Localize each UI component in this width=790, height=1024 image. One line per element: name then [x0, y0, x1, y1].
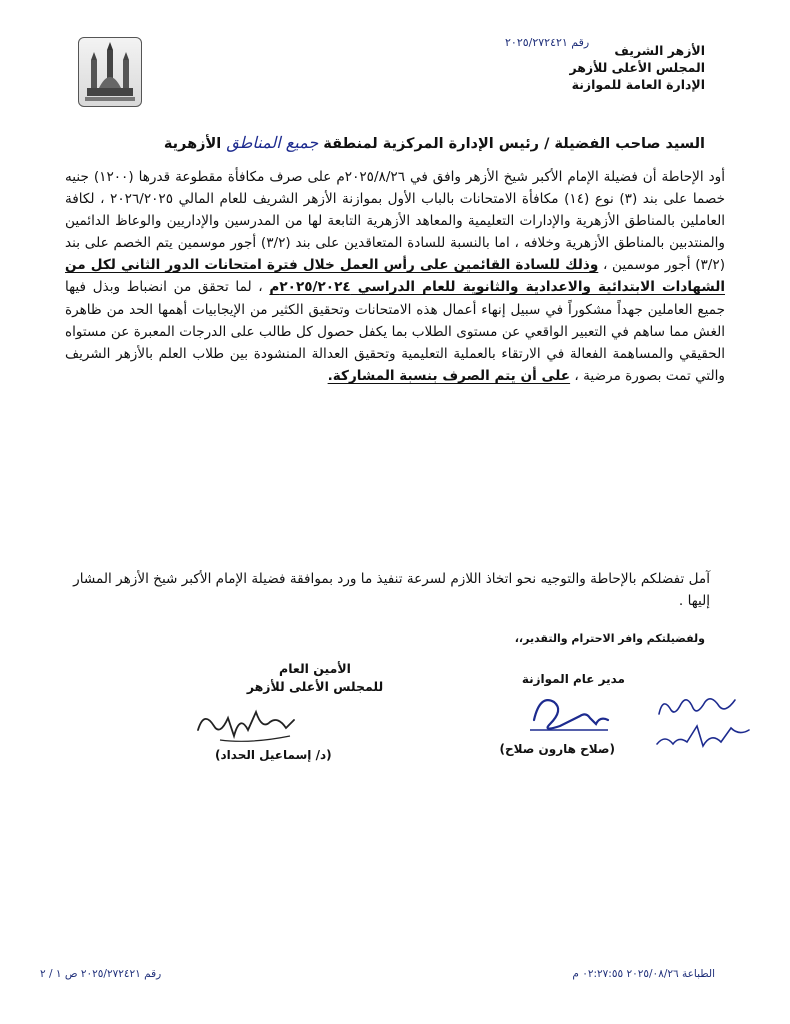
- secretary-general-title: [235, 660, 395, 696]
- memo-body: [65, 166, 725, 387]
- budget-director-name: (صلاح هارون صلاح): [499, 742, 615, 756]
- secretary-general-name: (د/ إسماعيل الحداد): [215, 748, 332, 762]
- org-line-azhar: الأزهر الشريف: [614, 43, 705, 58]
- reference-number: رقم ٢٠٢٥/٢٧٢٤٢١: [505, 36, 590, 49]
- handwritten-date-note: [645, 686, 760, 758]
- azhar-logo: [78, 37, 142, 107]
- footer-reference-page: رقم ٢٠٢٥/٢٧٢٤٢١ ص ١ / ٢: [40, 968, 162, 980]
- closing-request: آمل تفضلكم بالإحاطة والتوجيه نحو اتخاذ اللازم لسرعة تنفيذ ما ورد بموافقة فضيلة الإمام الأكبر شيخ الأزهر المشار إليها .: [73, 571, 710, 609]
- body-emphasis-period: وذلك للسادة القائمين على رأس العمل خلال فترة امتحانات الدور الثاني لكل من الشهادات الابتدائية والاعدادية والثانوية للعام الدراسي ٢٠٢٥/٢٠٢٤م: [65, 257, 725, 296]
- organization-header: [495, 42, 705, 93]
- print-timestamp: الطباعة ٢٠٢٥/٠٨/٢٦ ٠٢:٢٧:٥٥ م: [572, 968, 715, 980]
- secretary-general-line2: للمجلس الأعلى للأزهر: [246, 679, 384, 694]
- closing-respect: ولفضيلتكم وافر الاحترام والتقدير،،: [514, 632, 705, 645]
- org-line-budget: الإدارة العامة للموازنة: [571, 77, 705, 92]
- body-emphasis-condition: على أن يتم الصرف بنسبة المشاركة.: [327, 367, 571, 384]
- salutation-prefix: السيد صاحب الفضيلة / رئيس الإدارة المركزية لمنطقة: [323, 136, 705, 152]
- budget-director-title: مدير عام الموازنة: [521, 672, 625, 686]
- salutation-suffix: الأزهرية: [163, 136, 222, 152]
- azhar-emblem-icon: [79, 38, 141, 106]
- body-part-1: أود الإحاطة أن فضيلة الإمام الأكبر شيخ الأزهر وافق في ٢٠٢٥/٨/٢٦م على صرف مكافأة مقطوعة قدرها (١٢٠٠) جنيه خصما على بند (٣) نوع (١٤) مكافأة الامتحانات بالباب الأول بموازنة الأزهر الشريف للعام المالي ٢٠٢٦/٢٠٢٥ ، لكافة العاملين بالمناطق الأزهرية والإدارات التعليمية والمعاهد الأزهرية التابعة لها من المدرسين والإداريين والوعاظ الدائمين والمنتدبين بالمناطق الأزهرية وخلافه ، اما بالنسبة للسادة المتعاقدين على بند (٣/٢) أجور موسمين يتم الخصم على بند (٣/٢) أجور موسمين ،: [65, 169, 726, 274]
- budget-director-signature: [520, 690, 620, 738]
- secretary-general-line1: الأمين العام: [279, 661, 351, 676]
- body-paragraph: [65, 166, 725, 387]
- handwritten-recipient: جميع المناطق: [226, 133, 319, 152]
- body-part-2: ، لما تحقق من انضباط وبذل فيها جميع العاملين جهداً مشكوراً في سبيل إنهاء أعمال هذه الامتحانات وتحقيق الكثير من الإيجابيات أهمها الحد من ظاهرة الغش مما ساهم في التعبير الواقعي عن مستوى الطلاب بما يكفل حصول كل طالب على الدرجات المعبرة عن مستواه الحقيقي والمساهمة الفعالة في الارتقاء بالعملية التعليمية وتحقيق العدالة المنشودة بين طلاب العلم بالأزهر الشريف والتي تمت بصورة مرضية ،: [65, 279, 725, 384]
- secretary-general-signature: [190, 700, 300, 746]
- salutation-line: [65, 133, 705, 152]
- org-line-council: المجلس الأعلى للأزهر: [569, 60, 705, 75]
